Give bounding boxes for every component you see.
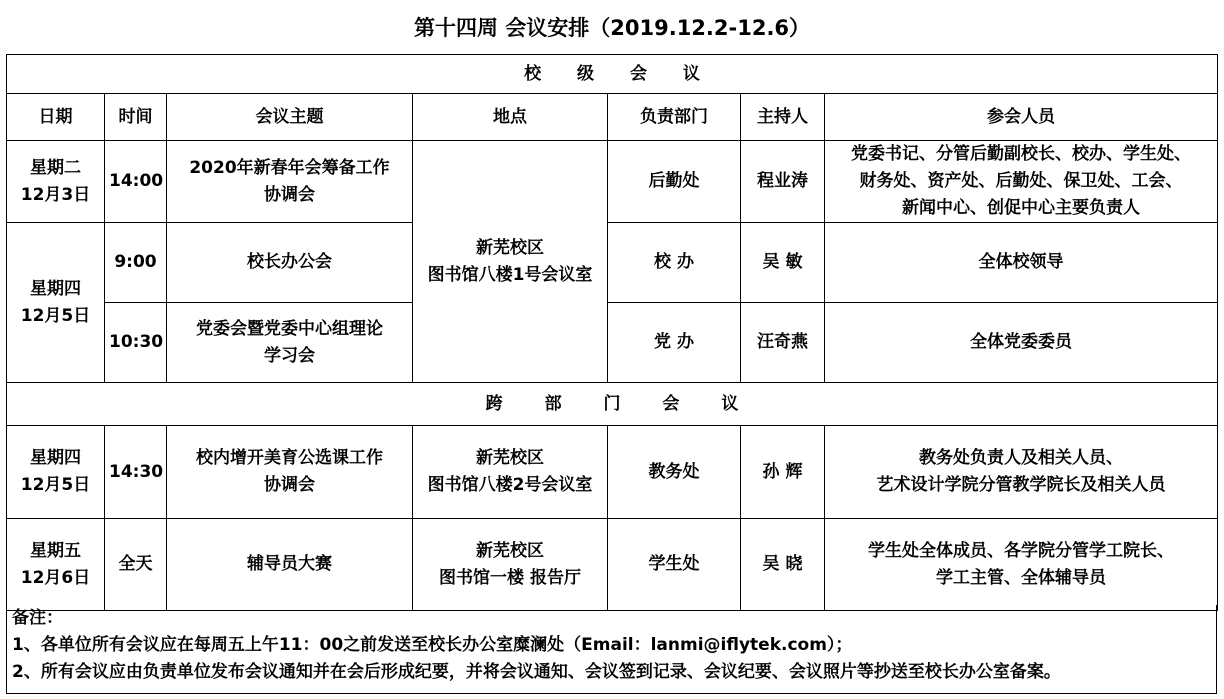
remarks-item: 1、各单位所有会议应在每周五上午11：00之前发送至校长办公室糜澜处（Email：lanmi@iflytek.com）； (12, 635, 853, 655)
host-cell: 吴 晓 (741, 519, 825, 611)
host-cell: 程业涛 (741, 141, 825, 223)
table-row (7, 426, 1218, 519)
table-row (7, 303, 1218, 383)
date-cell: 星期四 12月5日 (7, 223, 105, 383)
attendees-cell: 党委书记、分管后勤副校长、校办、学生处、 财务处、资产处、后勤处、保卫处、工会、 新闻中心、创促中心主要负责人 (825, 141, 1218, 223)
section-school-title: 校 级 会 议 (7, 55, 1218, 94)
time-cell: 10:30 (105, 303, 167, 383)
topic-cell: 校长办公会 (167, 223, 413, 303)
attendees-cell: 全体党委委员 (825, 303, 1218, 383)
header-time: 时间 (105, 94, 167, 141)
section-cross-row (7, 383, 1218, 426)
page-title: 第十四周 会议安排（2019.12.2-12.6） (413, 16, 811, 40)
location-cell: 新芜校区 图书馆八楼1号会议室 (413, 141, 608, 383)
remarks-section (6, 605, 1217, 695)
dept-cell: 学生处 (608, 519, 741, 611)
location-cell: 新芜校区 图书馆一楼 报告厅 (413, 519, 608, 611)
date-cell: 星期四 12月5日 (7, 426, 105, 519)
topic-cell: 2020年新春年会筹备工作 协调会 (167, 141, 413, 223)
host-cell: 吴 敏 (741, 223, 825, 303)
attendees-cell: 学生处全体成员、各学院分管学工院长、 学工主管、全体辅导员 (825, 519, 1218, 611)
table-row (7, 519, 1218, 611)
attendees-cell: 全体校领导 (825, 223, 1218, 303)
header-dept: 负责部门 (608, 94, 741, 141)
header-row (7, 94, 1218, 141)
topic-cell: 党委会暨党委中心组理论 学习会 (167, 303, 413, 383)
section-cross-title: 跨 部 门 会 议 (7, 383, 1218, 426)
host-cell: 孙 辉 (741, 426, 825, 519)
remarks-item: 2、所有会议应由负责单位发布会议通知并在会后形成纪要，并将会议通知、会议签到记录、会议纪要、会议照片等抄送至校长办公室备案。 (12, 662, 1061, 682)
time-cell: 14:30 (105, 426, 167, 519)
section-school-row (7, 55, 1218, 94)
dept-cell: 后勤处 (608, 141, 741, 223)
table-row (7, 141, 1218, 223)
meeting-schedule-table (6, 54, 1218, 611)
location-cell: 新芜校区 图书馆八楼2号会议室 (413, 426, 608, 519)
header-host: 主持人 (741, 94, 825, 141)
topic-cell: 校内增开美育公选课工作 协调会 (167, 426, 413, 519)
header-location: 地点 (413, 94, 608, 141)
dept-cell: 教务处 (608, 426, 741, 519)
table-row (7, 223, 1218, 303)
topic-cell: 辅导员大赛 (167, 519, 413, 611)
time-cell: 全天 (105, 519, 167, 611)
host-cell: 汪奇燕 (741, 303, 825, 383)
date-cell: 星期五 12月6日 (7, 519, 105, 611)
dept-cell: 校 办 (608, 223, 741, 303)
header-attendees: 参会人员 (825, 94, 1218, 141)
attendees-cell: 教务处负责人及相关人员、 艺术设计学院分管教学院长及相关人员 (825, 426, 1218, 519)
header-topic: 会议主题 (167, 94, 413, 141)
dept-cell: 党 办 (608, 303, 741, 383)
header-date: 日期 (7, 94, 105, 141)
date-cell: 星期二 12月3日 (7, 141, 105, 223)
remarks-label: 备注： (12, 608, 63, 628)
time-cell: 9:00 (105, 223, 167, 303)
time-cell: 14:00 (105, 141, 167, 223)
